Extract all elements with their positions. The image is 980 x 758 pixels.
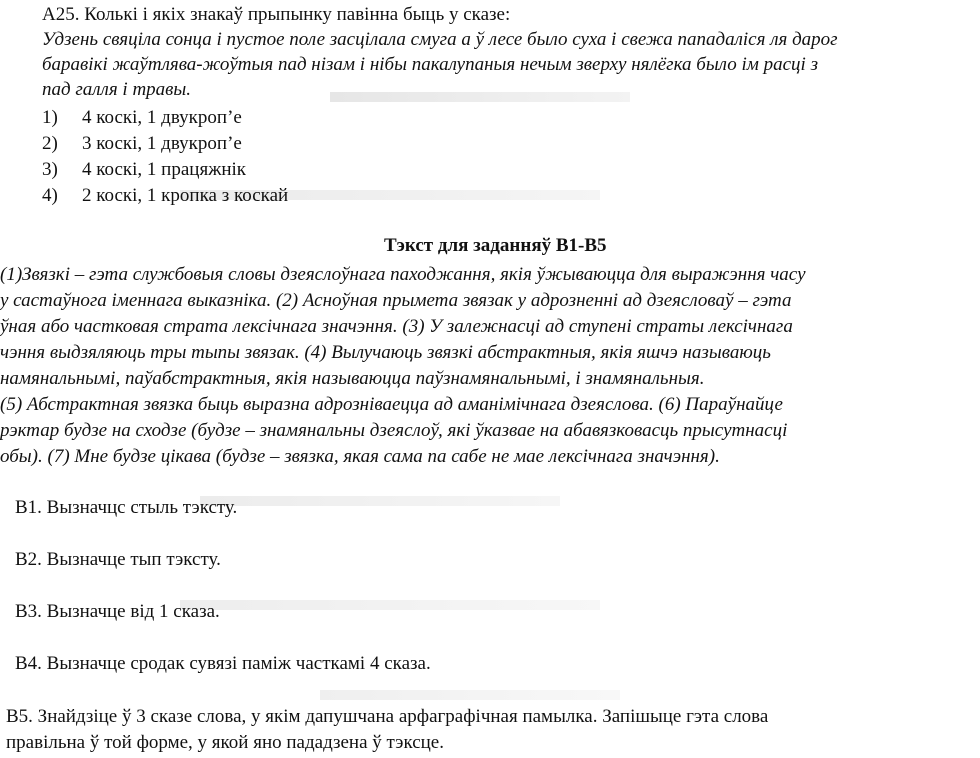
text-line: рэктар будзе на сходзе (будзе – знамянальны дзеяслоў, які ўказвае на абавязковасць прысутнасці — [0, 420, 788, 441]
question-sentence-line: Удзень свяціла сонца і пустое поле засцілала смуга а ў лесе было суха і свежа пападаліся ля дарог — [42, 29, 838, 50]
option-text: 4 коскі, 1 працяжнік — [82, 159, 246, 180]
option-number: 4) — [42, 185, 58, 206]
answer-option — [42, 132, 242, 156]
bleed-through-4 — [180, 600, 600, 610]
option-text: 2 коскі, 1 кропка з коскай — [82, 185, 289, 206]
task-b5: В5. Знайдзіце ў 3 сказе слова, у якім дапушчана арфаграфічная памылка. Запішыце гэта слова — [6, 706, 769, 727]
bleed-through-5 — [320, 690, 620, 700]
text-line: у састаўнога іменнага выказніка. (2) Асноўная прымета звязак у адрозненні ад дзеясловаў – гэта — [0, 290, 792, 311]
answer-option — [42, 106, 242, 130]
text-heading: Тэкст для заданняў В1-В5 — [384, 235, 607, 256]
text-line: (1)Звязкі – гэта службовыя словы дзеяслоўнага паходжання, якія ўжываюцца для выражэння часу — [0, 264, 806, 285]
task-b5-continued: правільна ў той форме, у якой яно пададзена ў тэксце. — [6, 732, 444, 753]
task-b3: В3. Вызначце від 1 сказа. — [15, 601, 220, 622]
option-text: 4 коскі, 1 двукроп’е — [82, 107, 242, 128]
task-b1: В1. Вызначцс стыль тэксту. — [15, 497, 238, 518]
option-text: 3 коскі, 1 двукроп’е — [82, 133, 242, 154]
question-title: А25. Колькі і якіх знакаў прыпынку павінна быць у сказе: — [42, 4, 511, 25]
text-line: обы). (7) Мне будзе цікава (будзе – звязка, якая сама па сабе не мае лексічнага значэння). — [0, 446, 720, 467]
bleed-through-1 — [330, 92, 630, 102]
question-sentence-line: баравікі жаўтлява-жоўтыя пад нізам і нібы пакалупаныя нечым зверху нялёгка было ім расці з — [42, 54, 818, 75]
task-b2: В2. Вызначце тып тэксту. — [15, 549, 221, 570]
text-line: (5) Абстрактная звязка быць выразна адрозніваецца ад аманімічнага дзеяслова. (6) Параўнайце — [0, 394, 783, 415]
bleed-through-3 — [200, 496, 560, 506]
task-b4: В4. Вызначце сродак сувязі паміж часткамі 4 сказа. — [15, 653, 431, 674]
answer-option — [42, 158, 246, 182]
text-line: ўная або частковая страта лексічнага значэння. (3) У залежнасці ад ступені страты лексічнага — [0, 316, 793, 337]
option-number: 1) — [42, 107, 58, 128]
option-number: 2) — [42, 133, 58, 154]
text-line: чэння выдзяляюць тры тыпы звязак. (4) Вылучаюць звязкі абстрактныя, якія яшчэ называюць — [0, 342, 771, 363]
answer-option — [42, 184, 288, 208]
question-sentence-line: пад галля і травы. — [42, 79, 192, 100]
text-line: намянальнымі, паўабстрактныя, якія называюцца паўзнамянальнымі, і знамянальныя. — [0, 368, 705, 389]
option-number: 3) — [42, 159, 58, 180]
